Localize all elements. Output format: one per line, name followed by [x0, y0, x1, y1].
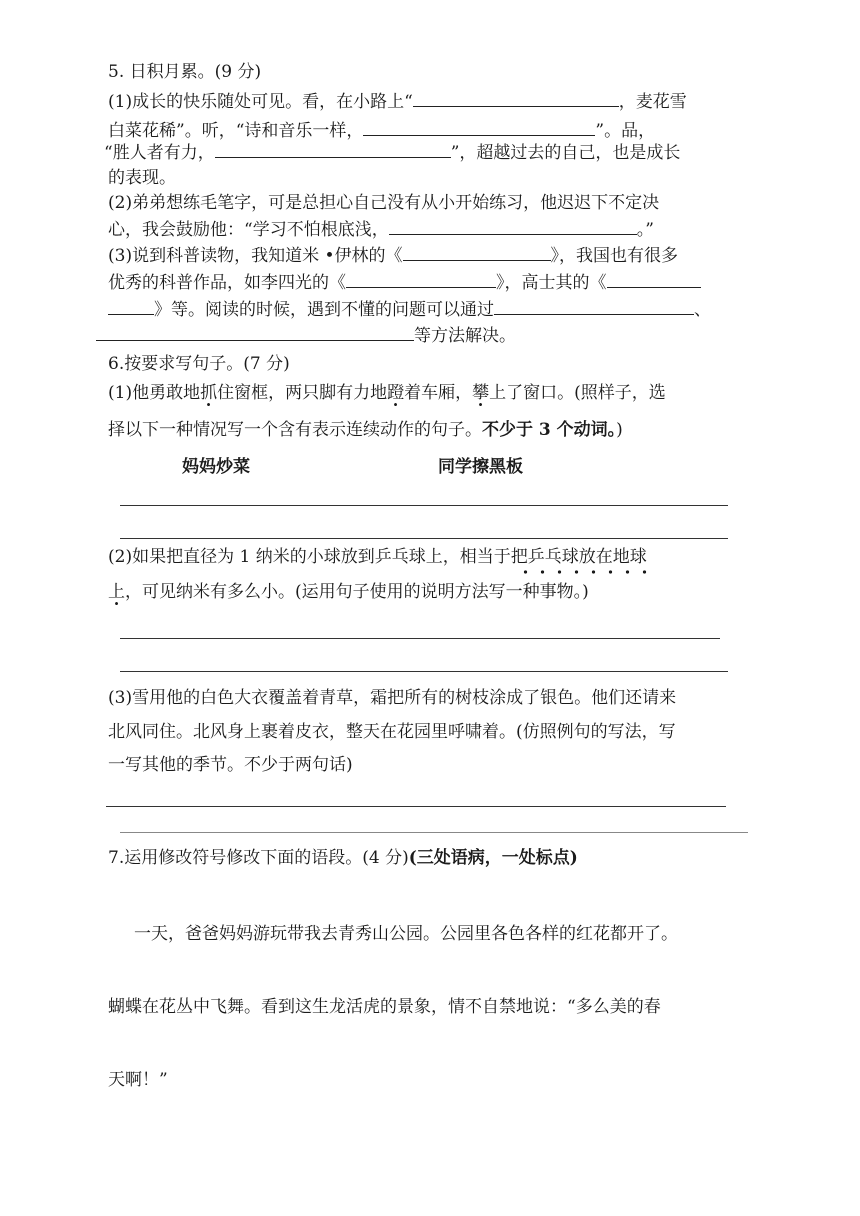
q6-p3-line3: 一写其他的季节。不少于两句话)	[108, 755, 353, 775]
q6-p1-emph-pan: 攀	[472, 383, 490, 403]
q7-paragraph-line-2: 蝴蝶在花丛中飞舞。看到这生龙活虎的景象，情不自禁地说：“多么美的春	[108, 997, 661, 1017]
q5-p3-text-g: 等方法解决。	[414, 326, 516, 346]
q7-title	[108, 846, 578, 870]
q5-p2-line1: (2)弟弟想练毛笔字，可是总担心自己没有从小开始练习，他迟迟下不定决	[108, 193, 660, 213]
q6-p2-answer-line-2[interactable]	[120, 671, 728, 672]
q7-title-bold: (三处语病，一处标点)	[408, 848, 578, 868]
q5-blank-2[interactable]	[363, 117, 595, 136]
q5-p3-line2	[108, 269, 701, 295]
q6-option-2: 同学擦黑板	[438, 457, 523, 477]
q7-paragraph-line-1: 一天，爸爸妈妈游玩带我去青秀山公园。公园里各色各样的红花都开了。	[134, 924, 678, 944]
q5-p3-text-d: 》，高士其的《	[496, 273, 607, 293]
q7-title-text: 7.运用修改符号修改下面的语段。(4 分)	[108, 848, 409, 868]
q5-p1-line3	[104, 139, 680, 165]
q5-p1-line4: 的表现。	[108, 168, 176, 188]
q5-p1-text-c: 白菜花稀”。听，“诗和音乐一样，	[108, 121, 364, 141]
q5-blank-4[interactable]	[389, 216, 637, 235]
q6-title: 6.按要求写句子。(7 分)	[108, 354, 290, 374]
q6-p2-answer-line-1[interactable]	[120, 638, 720, 639]
q6-p1-answer-line-1[interactable]	[120, 505, 728, 506]
q6-p1-text-post: 上了窗口。(照样子，选	[489, 383, 666, 403]
q5-p1-text-e: “胜人者有力，	[104, 143, 215, 163]
q6-p1-instruction-close: )	[616, 420, 623, 440]
q5-p3-text-f: 、	[694, 300, 711, 320]
q5-p2-text-b: 心，我会鼓励他：“学习不怕根底浅，	[108, 220, 389, 240]
q5-p3-text-e: 》等。阅读的时候，遇到不懂的问题可以通过	[154, 300, 494, 320]
q6-p1-emph-zhua: 抓	[200, 383, 218, 403]
q5-p1-line1	[108, 88, 687, 114]
q6-p1-emph-deng: 蹬	[387, 383, 405, 403]
q6-p2-emph-text-2: 上	[108, 582, 125, 602]
q6-p2-line2	[108, 580, 589, 604]
q6-p1-answer-line-2[interactable]	[120, 538, 728, 539]
q6-p3-line1: (3)雪用他的白色大衣覆盖着青草，霜把所有的树枝涂成了银色。他们还请来	[108, 688, 677, 708]
q5-p3-line1	[108, 242, 678, 268]
q6-p1-text-mid: 住窗框，两只脚有力地	[217, 383, 388, 403]
q5-blank-8[interactable]	[494, 296, 694, 315]
q6-p1-text-mid2: 着车厢，	[404, 383, 473, 403]
q6-p2-emph-text: 把乒乓球放在地球	[511, 547, 647, 575]
q6-option-1: 妈妈炒菜	[182, 457, 250, 477]
q5-p1-text-d: ”。品，	[595, 121, 656, 141]
q5-blank-1[interactable]	[413, 88, 619, 107]
q5-blank-7[interactable]	[607, 269, 701, 288]
q5-title: 5. 日积月累。(9 分)	[108, 62, 262, 82]
q5-p1-text-b: ，麦花雪	[618, 92, 687, 112]
q5-p3-text-b: 》，我国也有很多	[550, 246, 679, 266]
q6-p1-line2	[108, 418, 623, 442]
q5-p2-line2	[108, 216, 654, 242]
q6-p1-instruction-bold: 不少于 3 个动词。	[482, 420, 617, 440]
q7-paragraph-line-3: 天啊！”	[108, 1070, 168, 1090]
q5-p3-line3	[108, 296, 711, 322]
q6-p2-text-pre: (2)如果把直径为 1 纳米的小球放到乒乓球上，相当于	[108, 547, 511, 567]
q5-p3-text-a: (3)说到科普读物，我知道米 •伊林的《	[108, 246, 403, 266]
q5-p1-text-a: (1)成长的快乐随处可见。看，在小路上“	[108, 92, 413, 112]
q6-p1-text-pre: (1)他勇敢地	[108, 383, 201, 403]
q5-p2-text-c: 。”	[636, 220, 654, 240]
q5-p3-line4	[96, 322, 516, 348]
q6-p1-line1	[108, 381, 666, 405]
q6-p3-answer-line[interactable]	[106, 806, 726, 807]
q5-blank-5[interactable]	[403, 242, 551, 261]
q5-p3-text-c: 优秀的科普作品，如李四光的《	[108, 273, 346, 293]
q5-p1-text-f: ”，超越过去的自己，也是成长	[450, 143, 681, 163]
q6-p1-instruction: 择以下一种情况写一个含有表示连续动作的句子。	[108, 420, 482, 440]
q6-p3-line2: 北风同住。北风身上裹着皮衣，整天在花园里呼啸着。(仿照例句的写法，写	[108, 722, 676, 742]
section-divider	[120, 832, 748, 833]
q5-blank-3[interactable]	[215, 139, 451, 158]
q6-p2-line1	[108, 545, 647, 569]
q6-p2-text-post: ，可见纳米有多么小。(运用句子使用的说明方法写一种事物。)	[125, 582, 589, 602]
q5-blank-9[interactable]	[96, 322, 414, 341]
q5-blank-7-cont[interactable]	[108, 296, 154, 315]
q5-blank-6[interactable]	[346, 269, 496, 288]
